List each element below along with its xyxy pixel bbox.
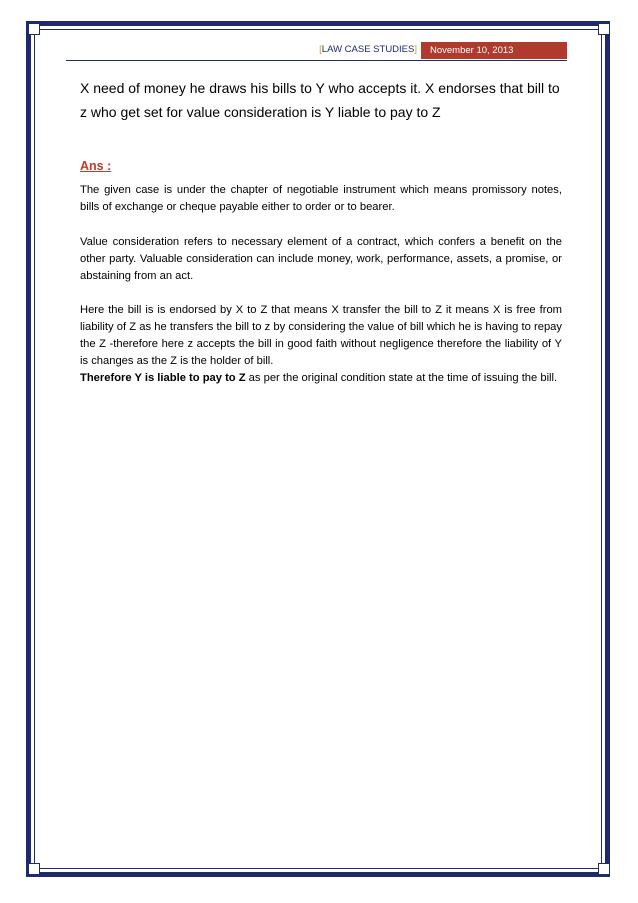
- answer-paragraph-1: The given case is under the chapter of negotiable instrument which means promissory notes, bills of exchange or cheque payable either to order or to bearer.: [80, 184, 562, 213]
- answer-label: Ans :: [80, 159, 112, 173]
- answer-paragraph-3-text: Here the bill is is endorsed by X to Z that means X transfer the bill to Z it means X is free from liability of Z as he transfers the bill to z by considering the value of bill which he is having to repay the Z -therefore here z accepts the bill in good faith without negligence therefore the liability of Y is changes as the Z is the holder of bill.: [80, 304, 562, 367]
- border-corner-ornament: [28, 863, 40, 875]
- conclusion-bold: Therefore Y is liable to pay to Z: [80, 372, 246, 384]
- header-title: [319, 44, 417, 55]
- page-header: [66, 42, 567, 60]
- border-corner-ornament: [598, 23, 610, 35]
- border-corner-ornament: [28, 23, 40, 35]
- conclusion-rest: as per the original condition state at the time of issuing the bill.: [245, 372, 558, 384]
- header-bracket-open: [: [319, 44, 322, 55]
- answer-paragraph-2: Value consideration refers to necessary element of a contract, which confers a benefit on the other party. Valuable consideration can include money, work, performance, assets, a promise, or abstaining from an act.: [80, 236, 562, 282]
- answer-paragraph-3: [80, 302, 562, 387]
- header-date-badge: November 10, 2013: [421, 42, 567, 59]
- header-rule: [66, 60, 567, 61]
- page-border-inner: [34, 29, 602, 869]
- border-corner-ornament: [598, 863, 610, 875]
- header-bracket-close: ]: [414, 44, 417, 55]
- case-question: X need of money he draws his bills to Y who accepts it. X endorses that bill to z who get set for value consideration is Y liable to pay to Z: [80, 80, 560, 120]
- header-title-text: LAW CASE STUDIES: [321, 44, 415, 55]
